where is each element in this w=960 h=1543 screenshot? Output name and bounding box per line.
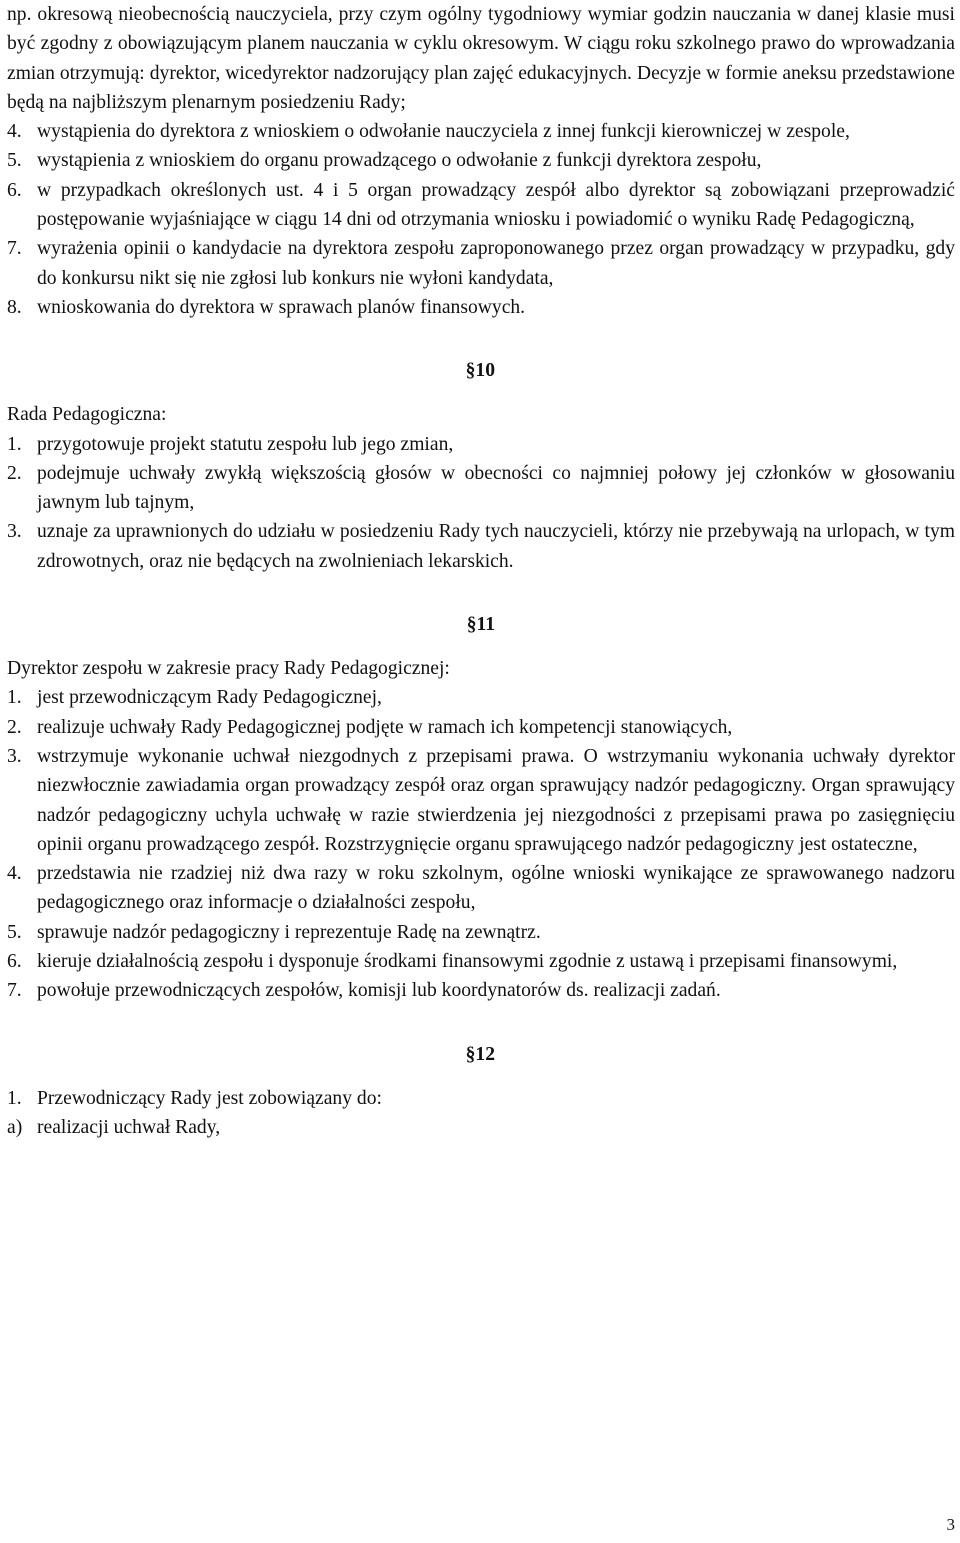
list-item-text: sprawuje nadzór pedagogiczny i reprezentuje Radę na zewnątrz. [37, 921, 541, 943]
list-item-number: 3. [7, 521, 22, 543]
list-item-text: jest przewodniczącym Rady Pedagogicznej, [37, 687, 382, 709]
list-item [7, 176, 955, 235]
list-item [7, 293, 955, 322]
list-item [7, 1084, 955, 1113]
list-item-number: 6. [7, 951, 22, 973]
list-item-number: 8. [7, 296, 22, 318]
list-item-text: realizuje uchwały Rady Pedagogicznej podjęte w ramach ich kompetencji stanowiących, [37, 716, 733, 738]
list-item-number: 1. [7, 687, 22, 709]
list-item-number: 7. [7, 238, 22, 260]
list-item-number: 5. [7, 150, 22, 172]
list-item [7, 976, 955, 1005]
list-item-text: realizacji uchwał Rady, [37, 1116, 221, 1138]
section-12-heading: §12 [465, 1043, 495, 1065]
page-number: 3 [946, 1514, 955, 1534]
list-item [7, 947, 955, 976]
list-item-number: 3. [7, 745, 22, 767]
section-11-heading: §11 [466, 614, 495, 636]
list-item [7, 117, 955, 146]
list-item [7, 742, 955, 859]
list-item-number: 1. [7, 433, 22, 455]
rada-lead: Rada Pedagogiczna: [7, 404, 167, 426]
list-a [7, 117, 955, 322]
list-item-number: 6. [7, 179, 22, 201]
list-item-text: przedstawia nie rzadziej niż dwa razy w roku szkolnym, ogólne wnioski wynikające ze sprawowanego nadzoru pedagogicznego oraz informacje o działalności zespołu, [37, 863, 955, 914]
list-item [7, 517, 955, 576]
list-item-text: wstrzymuje wykonanie uchwał niezgodnych z przepisami prawa. O wstrzymaniu wykonania uchwały dyrektor niezwłocznie zawiadamia organ prowadzący zespół oraz organ sprawujący nadzór pedagogiczny. Organ sprawujący nadzór pedagogiczny uchyla uchwałę w razie stwierdzenia jej niezgodności z przepisami prawa po zasięgnięciu opinii organu prowadzącego zespół. Rozstrzygnięcie organu sprawującego nadzór pedagogiczny jest ostateczne, [37, 745, 955, 855]
list-item-text: przygotowuje projekt statutu zespołu lub jego zmian, [37, 433, 454, 455]
list-item-number: 5. [7, 921, 22, 943]
list-item-number: 7. [7, 980, 22, 1002]
list-item [7, 430, 955, 459]
dyrektor-lead: Dyrektor zespołu w zakresie pracy Rady Pedagogicznej: [7, 658, 450, 680]
document-page [7, 0, 955, 1142]
list-item-text: wystąpienia do dyrektora z wnioskiem o odwołanie nauczyciela z innej funkcji kierowniczej w zespole, [37, 121, 850, 143]
list-d [7, 1084, 955, 1143]
list-item-text: wystąpienia z wnioskiem do organu prowadzącego o odwołanie z funkcji dyrektora zespołu, [37, 150, 762, 172]
list-item-text: uznaje za uprawnionych do udziału w posiedzeniu Rady tych nauczycieli, którzy nie przebywają na urlopach, w tym zdrowotnych, oraz nie będących na zwolnieniach lekarskich. [37, 521, 955, 572]
list-item [7, 713, 955, 742]
list-item [7, 1113, 955, 1142]
list-item [7, 859, 955, 918]
list-item-text: powołuje przewodniczących zespołów, komisji lub koordynatorów ds. realizacji zadań. [37, 980, 721, 1002]
list-item [7, 459, 955, 518]
list-item-number: 4. [7, 121, 22, 143]
list-item-text: wyrażenia opinii o kandydacie na dyrektora zespołu zaproponowanego przez organ prowadzący w przypadku, gdy do konkursu nikt się nie zgłosi lub konkurs nie wyłoni kandydata, [37, 238, 955, 289]
list-item-text: kieruje działalnością zespołu i dysponuje środkami finansowymi zgodnie z ustawą i przepisami finansowymi, [37, 951, 898, 973]
list-item-text: podejmuje uchwały zwykłą większością głosów w obecności co najmniej połowy jej członków w głosowaniu jawnym lub tajnym, [37, 462, 955, 514]
list-b [7, 430, 955, 576]
list-item [7, 234, 955, 293]
section-10-heading: §10 [465, 360, 495, 382]
list-item-number: 2. [7, 716, 22, 738]
list-item-number: 1. [7, 1087, 22, 1109]
list-item-text: w przypadkach określonych ust. 4 i 5 organ prowadzący zespół albo dyrektor są zobowiązani przeprowadzić postępowanie wyjaśniające w ciągu 14 dni od otrzymania wniosku i powiadomić o wyniku Radę Pedagogiczną, [37, 179, 955, 231]
list-item-text: wnioskowania do dyrektora w sprawach planów finansowych. [37, 296, 526, 318]
top-paragraph: np. okresową nieobecnością nauczyciela, przy czym ogólny tygodniowy wymiar godzin nauczania w danej klasie musi być zgodny z obowiązującym planem nauczania w cyklu okresowym. W ciągu roku szkolnego prawo do wprowadzania zmian otrzymują: dyrektor, wicedyrektor nadzorujący plan zajęć edukacyjnych. Decyzje w formie aneksu przedstawione będą na najbliższym plenarnym posiedzeniu Rady; [7, 4, 955, 113]
list-item-number: 4. [7, 863, 22, 885]
list-c [7, 683, 955, 1005]
list-item [7, 146, 955, 175]
list-item-number: 2. [7, 462, 22, 484]
list-item-text: Przewodniczący Rady jest zobowiązany do: [37, 1087, 382, 1109]
list-item [7, 918, 955, 947]
list-item-number: a) [7, 1116, 23, 1138]
list-item [7, 683, 955, 712]
